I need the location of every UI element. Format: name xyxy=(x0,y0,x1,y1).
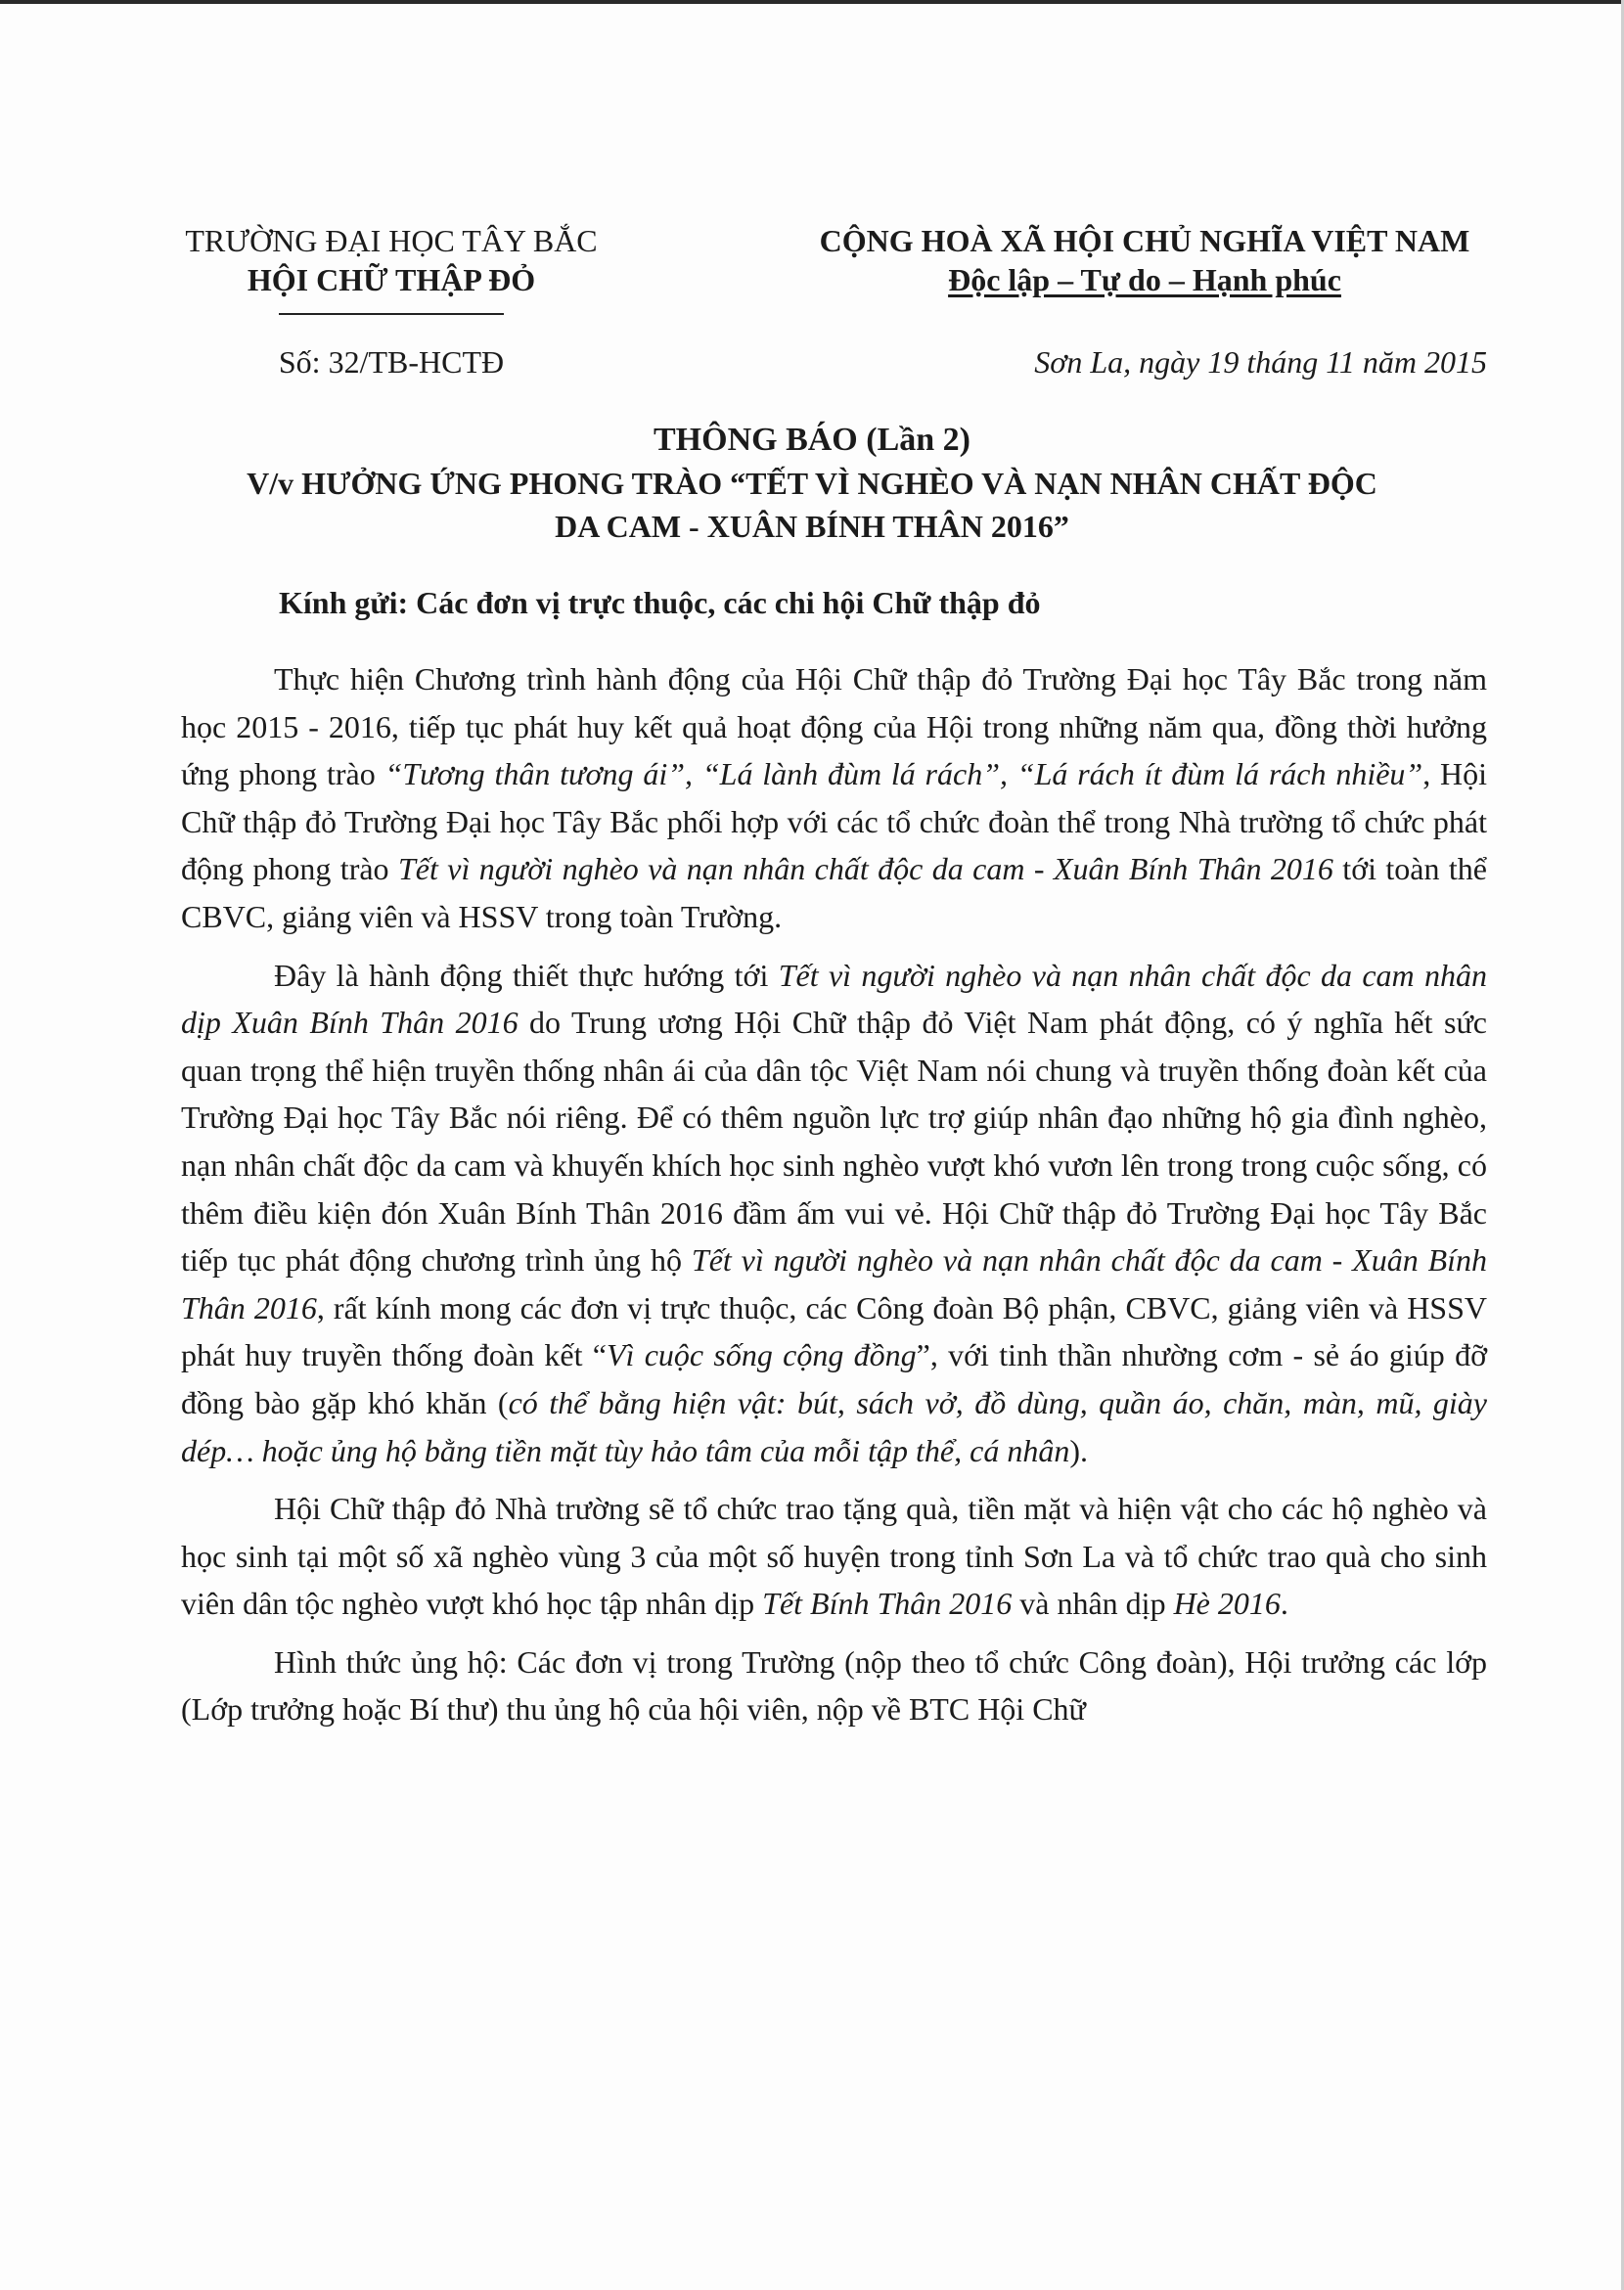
italic-run: Tết vì người nghèo và nạn nhân chất độc da cam - Xuân Bính Thân 2016 xyxy=(397,851,1333,887)
scan-top-edge xyxy=(0,0,1624,4)
title-subject-line-2: DA CAM - XUÂN BÍNH THÂN 2016” xyxy=(555,509,1069,544)
text-run: , Hội Chữ thập đỏ Trường Đại học Tây Bắc phối hợp với các tổ chức đoàn thể trong Nhà trường tổ chức phát động phong trào xyxy=(181,756,1488,887)
body-paragraph xyxy=(181,1485,1487,1628)
document-title xyxy=(176,419,1448,548)
header-divider xyxy=(279,313,504,315)
text-run: . xyxy=(1280,1586,1288,1622)
body-paragraph xyxy=(181,952,1487,1475)
italic-run: Tết Bính Thân 2016 xyxy=(762,1586,1013,1622)
title-main: THÔNG BÁO (Lần 2) xyxy=(654,422,970,458)
text-run: , rất kính mong các đơn vị trực thuộc, các Công đoàn Bộ phận, CBVC, giảng viên và HSSV phát huy truyền thống đoàn kết “ xyxy=(181,1289,1488,1373)
text-run: do Trung ương Hội Chữ thập đỏ Việt Nam phát động, có ý nghĩa hết sức quan trọng thể hiện truyền thống nhân ái của dân tộc Việt Nam nói chung và truyền thống đoàn kết của Trường Đại học Tây Bắc nói riêng. Để có thêm nguồn lực trợ giúp nhân đạo những hộ gia đình nghèo, nạn nhân chất độc da cam và khuyến khích học sinh nghèo vượt khó vươn lên trong trong cuộc sống, có thêm điều kiện đón Xuân Bính Thân 2016 đầm ấm vui vẻ. Hội Chữ thập đỏ Trường Đại học Tây Bắc tiếp tục phát động chương trình ủng hộ xyxy=(181,1005,1488,1279)
university-name: TRƯỜNG ĐẠI HỌC TÂY BẮC xyxy=(185,223,598,258)
text-run: ). xyxy=(1069,1432,1088,1468)
organization-header xyxy=(157,221,626,315)
italic-run: Hè 2016 xyxy=(1173,1586,1281,1622)
document-number: Số: 32/TB-HCTĐ xyxy=(278,344,505,380)
body-paragraph xyxy=(181,655,1487,941)
text-run: Hình thức ủng hộ: Các đơn vị trong Trường (nộp theo tổ chức Công đoàn), Hội trưởng các lớp (Lớp trưởng hoặc Bí thư) thu ủng hộ của hội viên, nộp về BTC Hội Chữ xyxy=(181,1643,1487,1728)
text-run: ”, với tinh thần nhường cơm - sẻ áo giúp đỡ đồng bào gặp khó khăn ( xyxy=(181,1337,1488,1420)
italic-run: Tết vì người nghèo và nạn nhân chất độc da cam nhân dịp Xuân Bính Thân 2016 xyxy=(181,957,1488,1041)
italic-run: Vì cuộc sống cộng đồng xyxy=(606,1337,917,1373)
association-name: HỘI CHỮ THẬP ĐỎ xyxy=(247,262,536,297)
recipient-line: Kính gửi: Các đơn vị trực thuộc, các chi hội Chữ thập đỏ xyxy=(279,585,1041,620)
text-run: và nhân dịp xyxy=(1012,1586,1174,1622)
place-date: Sơn La, ngày 19 tháng 11 năm 2015 xyxy=(1034,344,1487,380)
national-motto: Độc lập – Tự do – Hạnh phúc xyxy=(948,262,1341,297)
italic-run: Tết vì người nghèo và nạn nhân chất độc da cam - Xuân Bính Thân 2016 xyxy=(181,1242,1488,1325)
country-name: CỘNG HOÀ XÃ HỘI CHỦ NGHĨA VIỆT NAM xyxy=(819,223,1470,258)
text-run: Thực hiện Chương trình hành động của Hội Chữ thập đỏ Trường Đại học Tây Bắc trong năm học 2015 - 2016, tiếp tục phát huy kết quả hoạt động của Hội trong những năm qua, đồng thời hưởng ứng phong trào xyxy=(181,661,1487,792)
text-run: Hội Chữ thập đỏ Nhà trường sẽ tổ chức trao tặng quà, tiền mặt và hiện vật cho các hộ nghèo và học sinh tại một số xã nghèo vùng 3 của một số huyện trong tỉnh Sơn La và tổ chức trao quà cho sinh viên dân tộc nghèo vượt khó học tập nhân dịp xyxy=(181,1491,1487,1622)
national-header xyxy=(763,221,1526,299)
italic-run: có thể bằng hiện vật: bút, sách vở, đồ dùng, quần áo, chăn, màn, mũ, giày dép… hoặc ủng hộ bằng tiền mặt tùy hảo tâm của mỗi tập thể, cá nhân xyxy=(181,1384,1487,1468)
body-paragraph xyxy=(181,1639,1487,1733)
body-text xyxy=(181,655,1487,1744)
text-run: tới toàn thể CBVC, giảng viên và HSSV trong toàn Trường. xyxy=(181,851,1488,934)
italic-run: “Tương thân tương ái”, “Lá lành đùm lá rách”, “Lá rách ít đùm lá rách nhiều” xyxy=(384,756,1423,792)
text-run: Đây là hành động thiết thực hướng tới xyxy=(274,957,779,993)
title-subject-line-1: V/v HƯỞNG ỨNG PHONG TRÀO “TẾT VÌ NGHÈO VÀ NẠN NHÂN CHẤT ĐỘC xyxy=(247,466,1377,501)
